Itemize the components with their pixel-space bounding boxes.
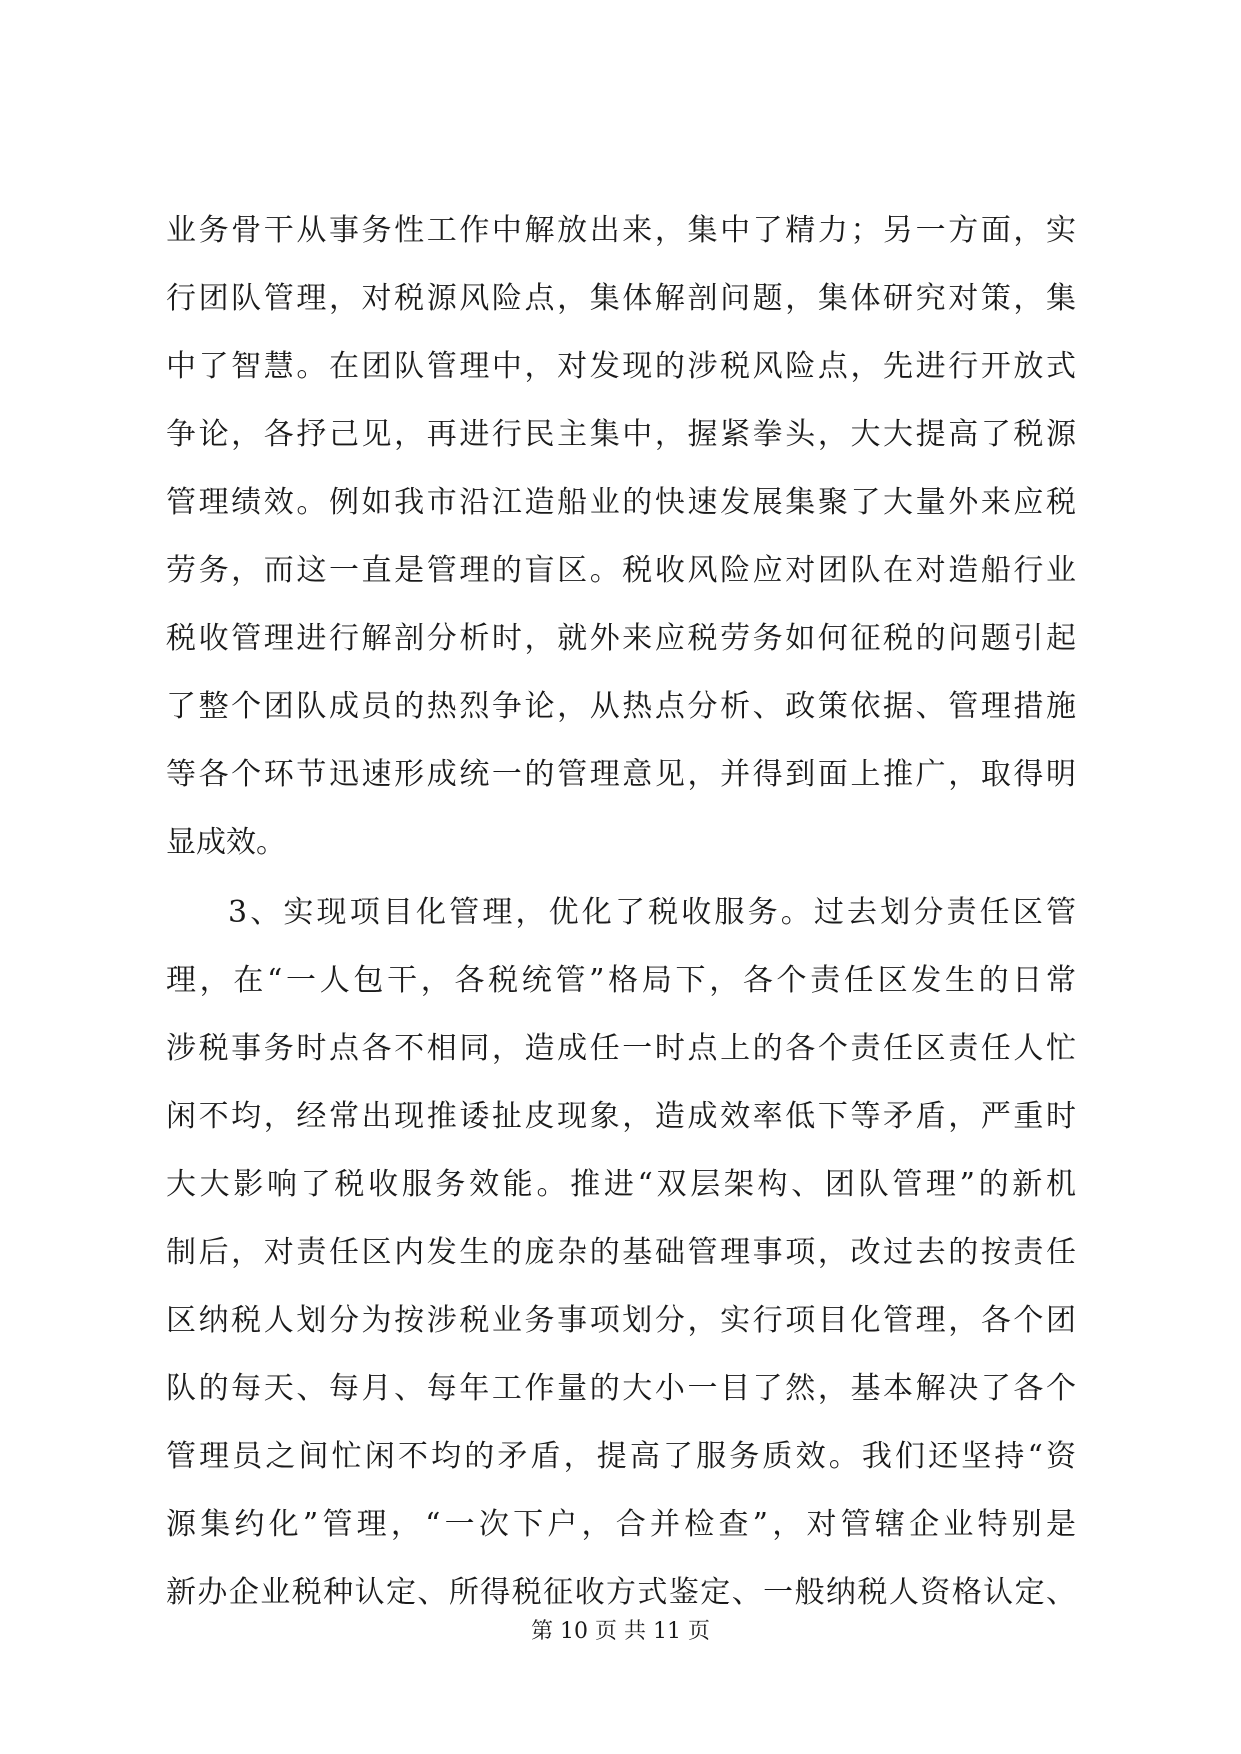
text-line-paragraph-end: 显成效。 xyxy=(166,825,286,860)
text-line: 源集约化”管理，“一次下户，合并检查”，对管辖企业特别是 xyxy=(166,1507,1076,1542)
text-line: 闲不均，经常出现推诿扯皮现象，造成效率低下等矛盾，严重时 xyxy=(166,1099,1076,1134)
text-line: 争论，各抒己见，再进行民主集中，握紧拳头，大大提高了税源 xyxy=(166,417,1076,452)
text-line: 了整个团队成员的热烈争论，从热点分析、政策依据、管理措施 xyxy=(166,689,1076,724)
text-line: 涉税事务时点各不相同，造成任一时点上的各个责任区责任人忙 xyxy=(166,1031,1076,1066)
text-line: 行团队管理，对税源风险点，集体解剖问题，集体研究对策，集 xyxy=(166,281,1076,316)
paragraph-3-first-line: 3、实现项目化管理，优化了税收服务。过去划分责任区管 xyxy=(228,895,1076,930)
text-line: 管理员之间忙闲不均的矛盾，提高了服务质效。我们还坚持“资 xyxy=(166,1439,1076,1474)
text-line: 税收管理进行解剖分析时，就外来应税劳务如何征税的问题引起 xyxy=(166,621,1076,656)
text-line: 理，在“一人包干，各税统管”格局下，各个责任区发生的日常 xyxy=(166,963,1076,998)
text-line: 区纳税人划分为按涉税业务事项划分，实行项目化管理，各个团 xyxy=(166,1303,1076,1338)
text-line: 队的每天、每月、每年工作量的大小一目了然，基本解决了各个 xyxy=(166,1371,1076,1406)
text-line: 制后，对责任区内发生的庞杂的基础管理事项，改过去的按责任 xyxy=(166,1235,1076,1270)
text-line: 新办企业税种认定、所得税征收方式鉴定、一般纳税人资格认定、 xyxy=(166,1575,1076,1610)
text-line: 管理绩效。例如我市沿江造船业的快速发展集聚了大量外来应税 xyxy=(166,485,1076,520)
page-number-footer: 第 10 页 共 11 页 xyxy=(531,1619,710,1644)
text-line: 等各个环节迅速形成统一的管理意见，并得到面上推广，取得明 xyxy=(166,757,1076,792)
text-line: 业务骨干从事务性工作中解放出来，集中了精力；另一方面，实 xyxy=(166,213,1076,248)
text-line: 劳务，而这一直是管理的盲区。税收风险应对团队在对造船行业 xyxy=(166,553,1076,588)
text-line: 中了智慧。在团队管理中，对发现的涉税风险点，先进行开放式 xyxy=(166,349,1076,384)
text-line: 大大影响了税收服务效能。推进“双层架构、团队管理”的新机 xyxy=(166,1167,1076,1202)
